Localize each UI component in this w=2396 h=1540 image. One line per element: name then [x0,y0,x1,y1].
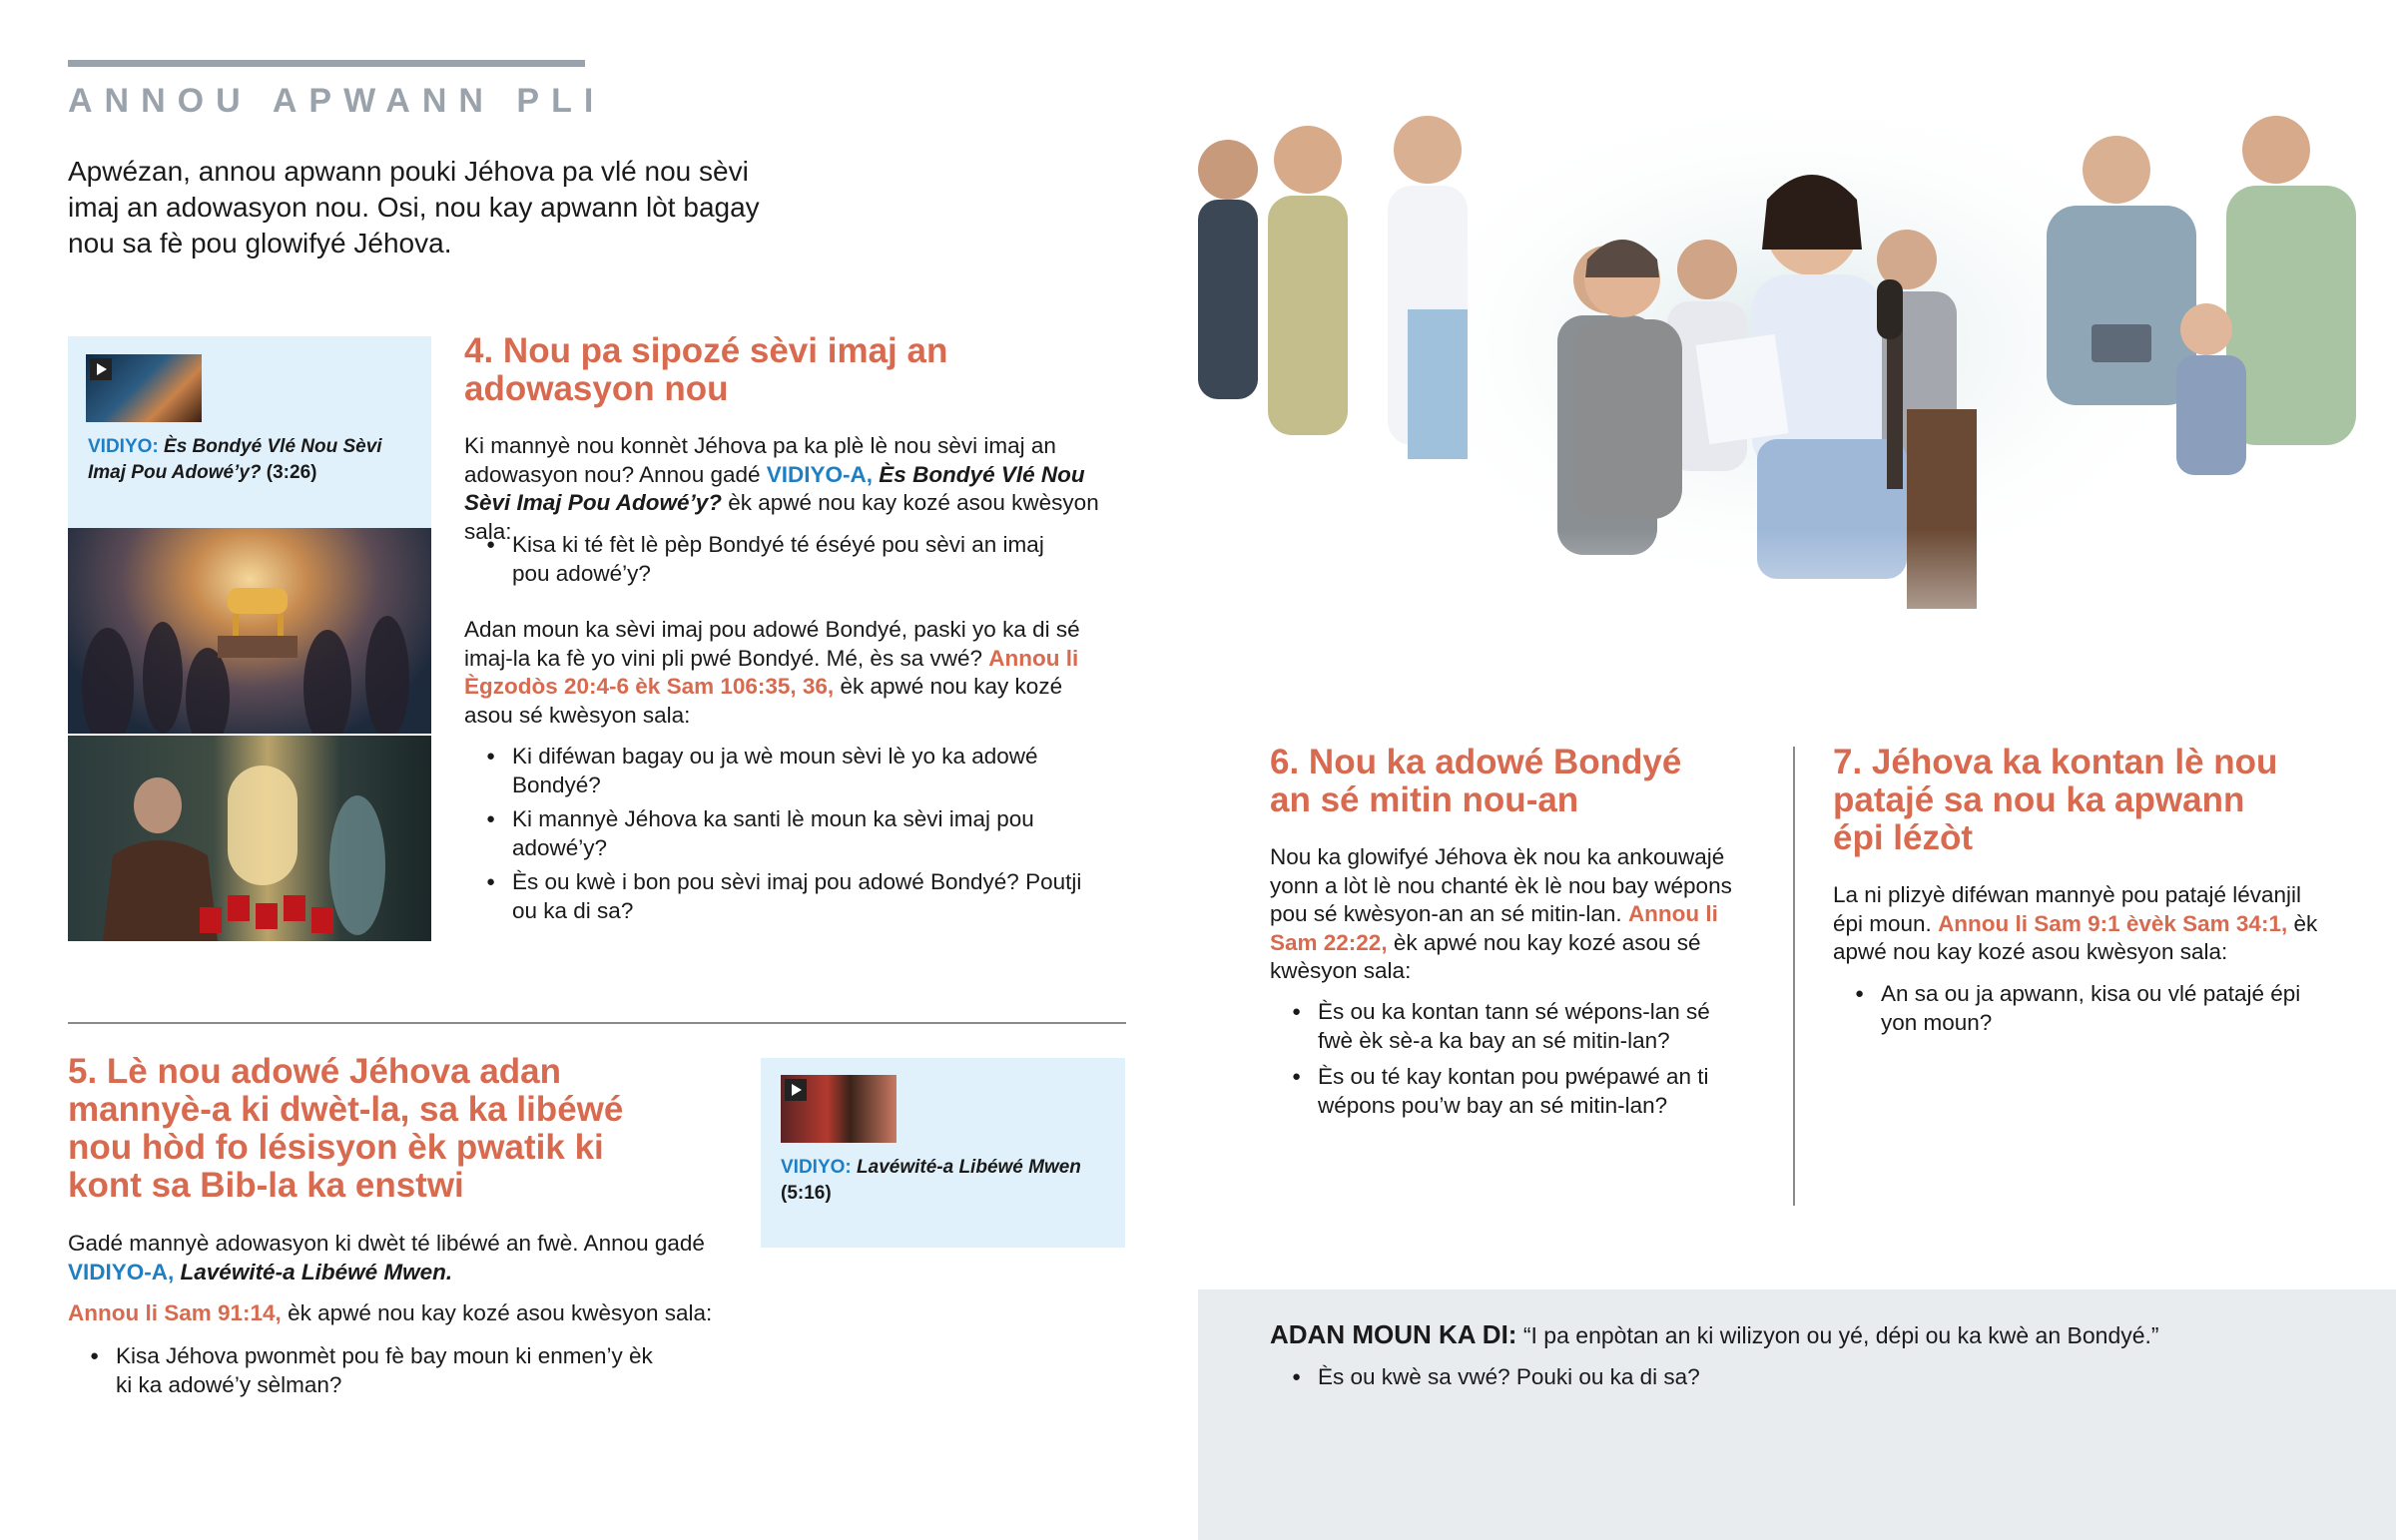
scripture-reference[interactable]: Annou li Sam 22:22, [1270,901,1718,955]
section-4-paragraph-1: Ki mannyè nou konnèt Jéhova pa ka plè lè nou sèvi imaj an adowasyon nou? Annou gadé VIDIYO-A, Ès Bondyé Vlé Nou Sèvi Imaj Pou Adowé’y? èk apwé nou kay kozé asou kwèsyon sala: [464,433,1099,544]
illustration-golden-calf [68,528,431,734]
video-label: VIDIYO: [88,436,159,457]
video-box-1[interactable] [68,336,431,528]
list-item: ● Ès ou kwè i bon pou sèvi imaj pou adowé Bondyé? Poutji ou ka di sa? [464,868,1083,925]
list-item: ● Kisa Jéhova pwonmèt pou fè bay moun ki enmen’y èk ki ka adowé’y sèlman? [68,1342,667,1399]
video-link[interactable]: VIDIYO-A, [68,1259,175,1284]
quote-line [1270,1319,2348,1350]
section-7-paragraph-1: La ni plizyè diféwan mannyè pou patajé lévanjil épi moun. Annou li Sam 9:1 èvèk Sam 34:1, èk apwé nou kay kozé asou kwèsyon sala: [1833,882,2318,964]
divider [68,1022,1126,1024]
illustration-man-praying [68,736,431,941]
play-icon [785,1079,807,1101]
section-5-questions [68,1342,667,1399]
section-4-questions-1 [464,531,1083,588]
section-6-questions [1270,998,1749,1120]
column-divider [1793,747,1795,1206]
video-thumbnail[interactable] [781,1075,897,1143]
video-box-2[interactable] [761,1058,1125,1248]
list-item: ● Ès ou ka kontan tann sé wépons-lan sé fwè èk sè-a ka bay an sé mitin-lan? [1270,998,1749,1055]
scripture-reference[interactable]: Annou li Sam 9:1 èvèk Sam 34:1, [1938,910,2288,936]
video-duration: (5:16) [781,1183,832,1204]
section-4-paragraph-2: Adan moun ka sèvi imaj pou adowé Bondyé, paski yo ka di sé imaj-la ka fè yo vini pli pwé Bondyé. Mé, ès sa vwé? Annou li Ègzodòs 20:4-6 èk Sam 106:35, 36, èk apwé nou kay kozé asou sé kwèsyon sala: [464,617,1080,728]
list-item: ● An sa ou ja apwann, kisa ou vlé patajé épi yon moun? [1833,980,2302,1037]
video-duration: (3:26) [266,462,317,483]
scripture-reference[interactable]: Annou li Sam 91:14, [68,1300,282,1325]
section-6-paragraph-1: Nou ka glowifyé Jéhova èk nou ka ankouwajé yonn a lòt lè nou chanté èk lè nou bay wépons pou sé kwèsyon-an an sé mitin-lan. Annou li Sam 22:22, èk apwé nou kay kozé asou sé kwèsyon sala: [1270,844,1732,983]
section-5-paragraph-2: Annou li Sam 91:14, èk apwé nou kay kozé asou kwèsyon sala: [68,1300,713,1325]
video-title: Lavéwité-a Libéwé Mwen [857,1157,1081,1178]
top-rule [68,60,585,67]
section-kicker: ANNOU APWANN PLI [68,82,606,120]
play-icon [90,358,112,380]
section-7-questions [1833,980,2302,1037]
scripture-reference[interactable]: Annou li Ègzodòs 20:4-6 èk Sam 106:35, 36, [464,645,1079,699]
section-5-title: 5. Lè nou adowé Jéhova adan mannyè-a ki dwèt-la, sa ka libéwé nou hòd fo lésisyon èk pwatik ki kont sa Bib-la ka enstwi [68,1052,624,1205]
video-link[interactable]: VIDIYO-A, [766,461,874,487]
intro-text: Apwézan, annou apwann pouki Jéhova pa vlé nou sèvi imaj an adowasyon nou. Osi, nou kay apwann lòt bagay nou sa fè pou glowifyé Jéhova. [68,156,760,258]
list-item: ● Ki diféwan bagay ou ja wè moun sèvi lè yo ka adowé Bondyé? [464,743,1083,799]
video-thumbnail[interactable] [86,354,202,422]
quote-text: “I pa enpòtan an ki wilizyon ou yé, dépi ou ka kwè an Bondyé.” [1516,1322,2159,1348]
section-6-title: 6. Nou ka adowé Bondyé an sé mitin nou-an [1270,743,1682,819]
list-item: ● Ès ou té kay kontan pou pwépawé an ti wépons pou’w bay an sé mitin-lan? [1270,1063,1749,1120]
video-title: Ès Bondyé Vlé Nou Sèvi Imaj Pou Adowé’y? [88,436,382,483]
quote-questions [1270,1363,2069,1392]
section-7-title: 7. Jéhova ka kontan lè nou patajé sa nou ka apwann épi lézòt [1833,743,2278,857]
illustration-congregation-meeting [1198,110,2396,709]
list-item: ● Ès ou kwè sa vwé? Pouki ou ka di sa? [1270,1363,2069,1392]
quote-label: ADAN MOUN KA DI: [1270,1319,1517,1349]
video-label: VIDIYO: [781,1157,852,1178]
list-item: ● Kisa ki té fèt lè pèp Bondyé té éséyé pou sèvi an imaj pou adowé’y? [464,531,1083,588]
section-5-paragraph-1: Gadé mannyè adowasyon ki dwèt té libéwé an fwè. Annou gadé VIDIYO-A, Lavéwité-a Libéwé Mwen. [68,1231,705,1284]
list-item: ● Ki mannyè Jéhova ka santi lè moun ka sèvi imaj pou adowé’y? [464,805,1083,862]
section-4-title: 4. Nou pa sipozé sèvi imaj an adowasyon nou [464,331,948,408]
section-4-questions-2 [464,743,1083,925]
